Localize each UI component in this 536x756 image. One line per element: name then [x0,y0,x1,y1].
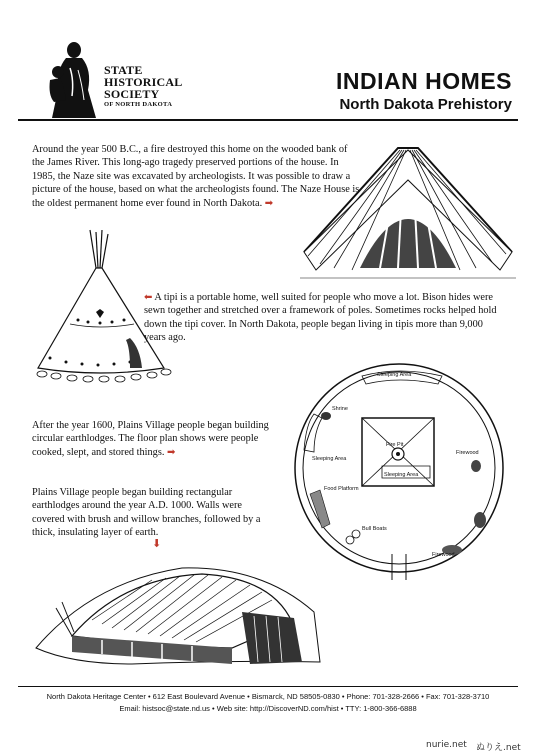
org-line-3: SOCIETY [104,87,160,101]
rectangular-earthlodge-illustration [32,552,324,670]
header-divider [18,119,518,121]
label-food-platform: Food Platform [324,486,359,492]
earthlodge-paragraph [32,419,282,459]
page-title: INDIAN HOMES [336,68,512,94]
label-sleeping-area-center: Sleeping Area [384,472,419,478]
rect-earthlodge-text: Plains Village people began building rectangular earthlodges around the year A.D. 1000. Walls were covered with brush and willow branches, followed by a thick, insulating layer of earth. [32,487,261,539]
label-sleeping-area-top: Sleeping Area [377,372,412,378]
footer-divider [18,686,518,687]
page-subtitle: North Dakota Prehistory [339,96,512,113]
arrow-right-icon: ➡ [167,446,176,458]
label-firewood-bottom: Firewood [432,552,455,558]
label-bull-boats: Bull Boats [362,526,387,532]
rect-earthlodge-paragraph [32,486,272,540]
tipi-paragraph [144,291,500,345]
tipi-text: A tipi is a portable home, well suited for people who move a lot. Bison hides were sewn together and stretched over a framework of poles. Sometimes rocks helped hold down the tipi cover. In North Dakota, people began living in tipis more than 9,000 years ago. [144,292,497,344]
arrow-right-icon: ➡ [264,197,274,209]
earthlodge-text: After the year 1600, Plains Village people began building circular earthlodges. The floor plan shows were people cooked, slept, and stored things. [32,420,269,458]
footer-address: North Dakota Heritage Center • 612 East Boulevard Avenue • Bismarck, ND 58505-0830 • Phone: 701-328-2666 • Fax: 701-328-3710 [46,692,490,701]
label-shrine: Shrine [332,406,348,412]
label-firewood-right: Firewood [456,450,479,456]
arrow-down-icon: ⬇ [152,537,162,550]
credit-nurie: nurie.net [426,740,467,750]
label-sleeping-area-left: Sleeping Area [312,456,347,462]
naze-text: Around the year 500 B.C., a fire destroyed this home on the wooded bank of the James River. This long-ago tragedy preserved portions of the house. In 1985, the Naze site was excavated by archeologists. It was possible to draw a picture of the house, based on what the archeologists found. The Naze House is the oldest permanent home ever found in North Dakota. [32,144,360,209]
naze-house-illustration [300,140,516,282]
credit-nurie-jp: ぬりえ.net [476,743,521,753]
org-line-4: OF NORTH DAKOTA [104,101,173,108]
org-line-2: HISTORICAL [104,75,183,89]
org-line-1: STATE [104,63,143,77]
historical-society-logo [44,40,106,120]
organization-name [104,64,182,109]
label-fire-pit: Fire Pit [386,442,404,448]
arrow-left-icon: ⬅ [144,292,153,303]
footer-contact: Email: histsoc@state.nd.us • Web site: http://DiscoverND.com/hist • TTY: 1-800-366-6888 [119,704,417,713]
earthlodge-floor-plan [292,354,506,580]
